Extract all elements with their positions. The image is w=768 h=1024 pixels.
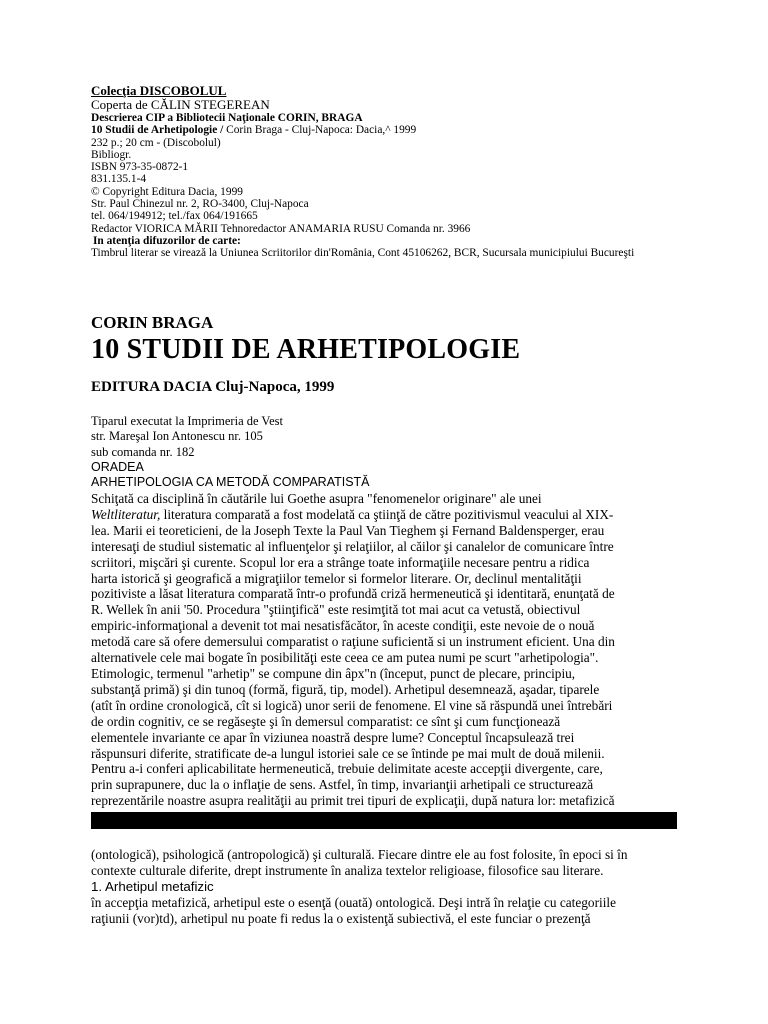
book-entry-title: 10 Studii de Arhetipologie / (91, 124, 224, 137)
publisher-line: EDITURA DACIA Cluj-Napoca, 1999 (91, 379, 335, 395)
body-line: Pentru a-i conferi aplicabilitate hermeneutică, trebuie delimitate aceste accepţii divergente, care, (91, 761, 603, 777)
print-line-1: Tiparul executat la Imprimeria de Vest (91, 414, 283, 428)
body-line: R. Wellek în anii '50. Procedura "ştiinţifică" este resimţită tot mai acut ca vetustă, obiectivul (91, 602, 581, 618)
print-line-2: str. Mareşal Ion Antonescu nr. 105 (91, 429, 263, 444)
bibliogr-note: Bibliogr. (91, 148, 132, 161)
body-line: răspunsuri diferite, stratificate de-a lungul istoriei sale ce se întinde pe mai mult de două milenii. (91, 745, 605, 761)
body-line: raţiunii (vor)td), arhetipul nu poate fi redus la o existenţă subiectivă, el este funciar o prezenţă (91, 910, 591, 926)
udc-code: 831.135.1-4 (91, 173, 147, 186)
page-break-bar (91, 812, 677, 829)
body-line: elementele invariante ce apar în viziunea noastră despre lume? Conceptul încapsulează trei (91, 729, 575, 745)
body-line: de ordin cognitiv, ce se regăseşte şi în demersul comparatist: ce sînt şi cum funcţionează (91, 713, 561, 729)
isbn: ISBN 973-35-0872-1 (91, 161, 189, 174)
book-entry (91, 124, 691, 136)
print-info (91, 414, 691, 490)
continuation-text (91, 847, 681, 927)
body-text (91, 491, 681, 809)
body-line: empiric-informaţional a devenit tot mai nesatisfăcător, în aceste condiţii, este nevoie de o nouă (91, 618, 595, 634)
section-heading: 1. Arhetipul metafizic (91, 878, 214, 894)
book-entry-rest: Corin Braga - Cluj-Napoca: Dacia,^ 1999 (223, 124, 417, 137)
body-italic: Weltliteratur, (91, 506, 161, 522)
body-line: interesaţi de studiul sistematic al influenţelor şi relaţiilor, al căilor şi canalelor de comunicare între (91, 538, 614, 554)
title-block (91, 314, 691, 396)
body-line: Etimologic, termenul "arhetip" se compune din âpx"n (început, punct de plecare, principiu, (91, 665, 576, 681)
print-line-3: sub comanda nr. 182 (91, 444, 195, 459)
body-line: prin suprapunere, duc la o inflaţie de sens. Astfel, în timp, invarianţii arhetipali ce structurează (91, 777, 594, 793)
body-line: (ontologică), psihologică (antropologică) şi culturală. Fiecare dintre ele au fost folosite, în epoci si în (91, 847, 628, 862)
chapter-heading: ARHETIPOLOGIA CA METODĂ COMPARATISTĂ (91, 475, 370, 490)
cip-block (91, 84, 691, 260)
body-line: harta istorică şi geografică a migraţiilor temelor si formelor literare. Or, declinul mentalităţii (91, 570, 582, 586)
body-line: pozitiviste a lăsat literatura comparată într-o profundă criză hermeneutică şi identitară, enunţată de (91, 586, 615, 602)
stamp-note: Timbrul literar se virează la Uniunea Scriitorilor din'România, Cont 45106262, BCR, Sucursala municipiului Bucureşti (91, 247, 635, 260)
body-line: reprezentările noastre asupra realităţii au primit trei tipuri de explicaţii, după natura lor: metafizică (91, 793, 615, 809)
copyright: © Copyright Editura Dacia, 1999 (91, 185, 243, 198)
cover-credit: Coperta de CĂLIN STEGEREAN (91, 97, 270, 112)
body-line: alternativele cele mai bogate în posibilităţi este ceea ce am putea numi pe scurt "arhetipologia". (91, 650, 599, 666)
body-line: în accepţia metafizică, arhetipul este o esenţă (ouată) ontologică. Deşi intră în relaţie cu categoriile (91, 894, 616, 910)
book-title: 10 STUDII DE ARHETIPOLOGIE (91, 334, 521, 365)
body-line: contexte culturale diferite, drept instrumente în analiza textelor religioase, filosofice sau literare. (91, 862, 604, 878)
body-line (91, 507, 681, 523)
pages-info: 232 p.; 20 cm - (Discobolul) (91, 136, 221, 149)
distributors-heading: In atenţia difuzorilor de carte: (93, 234, 241, 247)
body-line-rest: literatura comparată a fost modelată ca ştiinţă de către pozitivismul veacului al XIX- (160, 506, 614, 522)
print-city: ORADEA (91, 459, 144, 474)
editors-line: Redactor VIORICA MĂRII Tehnoredactor ANAMARIA RUSU Comanda nr. 3966 (91, 222, 471, 235)
publisher-phone: tel. 064/194912; tel./fax 064/191665 (91, 210, 258, 223)
body-line: metodă care să ofere demersului comparatist o raţiune suficientă si un instrument eficient. Una din (91, 634, 615, 650)
body-line: substanţă primă) şi din tunoq (formă, figură, tip, model). Arhetipul desemnează, aşadar, tiparele (91, 681, 600, 697)
body-line: scriitori, mişcări şi curente. Scopul lor era a strânge toate informaţiile necesare pentru a ridica (91, 554, 590, 570)
collection-name: Colecţia DISCOBOLUL (91, 83, 227, 98)
author-name: CORIN BRAGA (91, 313, 214, 332)
cip-heading: Descrierea CIP a Bibliotecii Naţionale CORIN, BRAGA (91, 112, 363, 124)
body-line: Schiţată ca disciplină în căutările lui Goethe asupra "fenomenelor originare" ale unei (91, 491, 542, 506)
body-line: (atît în ordine cronologică, cît si logică) unor serii de fenomene. El vine să răspundă unei întrebări (91, 697, 613, 713)
publisher-address: Str. Paul Chinezul nr. 2, RO-3400, Cluj-Napoca (91, 198, 309, 211)
body-line: lea. Marii ei teoreticieni, de la Joseph Texte la Paul Van Tieghem şi Fernand Baldensperger, erau (91, 522, 605, 538)
